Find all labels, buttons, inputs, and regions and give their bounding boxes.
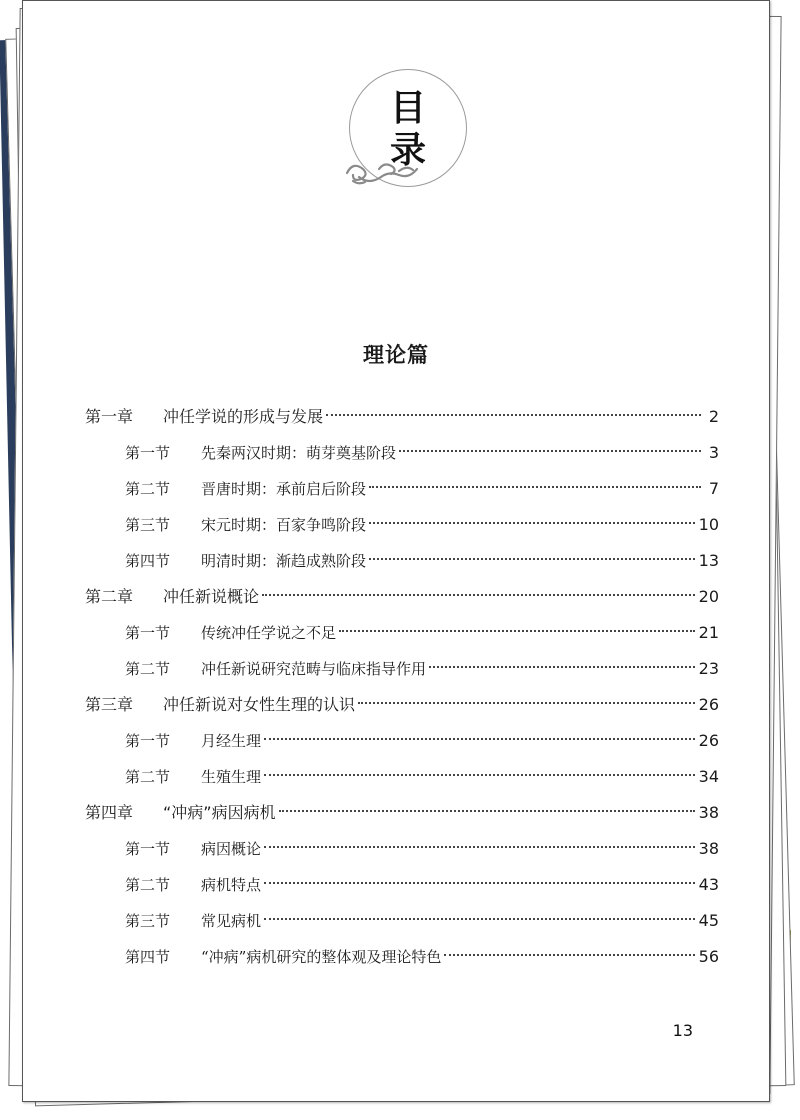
dot-leader xyxy=(279,810,695,812)
page-number: 13 xyxy=(672,1021,693,1040)
toc-entry-page: 34 xyxy=(698,767,719,786)
dot-leader xyxy=(369,558,695,560)
dot-leader xyxy=(429,666,695,668)
toc-entry-page: 38 xyxy=(698,803,719,822)
toc-chapter-entry[interactable] xyxy=(85,687,719,723)
toc-entry-number: 第四节 xyxy=(125,948,171,966)
dot-leader xyxy=(264,846,695,848)
dot-leader xyxy=(369,522,695,524)
toc-entry-number: 第一节 xyxy=(125,444,171,462)
toc-section-entry[interactable] xyxy=(85,543,719,579)
toc-section-entry[interactable] xyxy=(85,867,719,903)
toc-entry-number: 第四节 xyxy=(125,552,171,570)
toc-entry-number: 第三节 xyxy=(125,516,171,534)
toc-chapter-entry[interactable] xyxy=(85,579,719,615)
toc-entry-title: 宋元时期：百家争鸣阶段 xyxy=(201,516,367,534)
dot-leader xyxy=(262,594,695,596)
toc-entry-page: 38 xyxy=(698,839,719,858)
emblem-char-2: 录 xyxy=(389,129,426,171)
toc-entry-number: 第二节 xyxy=(125,480,171,498)
toc-entry-title: 生殖生理 xyxy=(201,768,262,786)
toc-section-entry[interactable] xyxy=(85,759,719,795)
toc-section-entry[interactable] xyxy=(85,939,719,975)
toc-entry-number: 第三章 xyxy=(85,695,134,714)
toc-entry-title: 先秦两汉时期：萌芽奠基阶段 xyxy=(201,444,397,462)
toc-entry-page: 13 xyxy=(698,551,719,570)
toc-entry-page: 26 xyxy=(698,695,719,714)
toc-entry-title: 传统冲任学说之不足 xyxy=(201,624,337,642)
toc-entry-title: 冲任新说概论 xyxy=(163,587,260,606)
dot-leader xyxy=(326,414,701,416)
toc-entry-title: 病因概论 xyxy=(201,840,262,858)
toc-entry-title: 明清时期：渐趋成熟阶段 xyxy=(201,552,367,570)
toc-section-entry[interactable] xyxy=(85,471,719,507)
table-of-contents xyxy=(85,399,719,975)
toc-entry-title: 冲任新说对女性生理的认识 xyxy=(163,695,356,714)
toc-entry-page: 26 xyxy=(698,731,719,750)
toc-entry-page: 45 xyxy=(698,911,719,930)
toc-entry-page: 56 xyxy=(698,947,719,966)
toc-entry-page: 21 xyxy=(698,623,719,642)
toc-section-entry[interactable] xyxy=(85,723,719,759)
toc-entry-title: 冲任新说研究范畴与临床指导作用 xyxy=(201,660,427,678)
toc-entry-number: 第二节 xyxy=(125,768,171,786)
toc-section-entry[interactable] xyxy=(85,615,719,651)
toc-entry-number: 第一节 xyxy=(125,624,171,642)
dot-leader xyxy=(399,450,701,452)
toc-entry-title: 晋唐时期：承前启后阶段 xyxy=(201,480,367,498)
toc-entry-page: 10 xyxy=(698,515,719,534)
toc-entry-page: 20 xyxy=(698,587,719,606)
toc-chapter-entry[interactable] xyxy=(85,795,719,831)
toc-entry-number: 第三节 xyxy=(125,912,171,930)
toc-section-entry[interactable] xyxy=(85,507,719,543)
toc-entry-number: 第一节 xyxy=(125,732,171,750)
toc-entry-title: 常见病机 xyxy=(201,912,262,930)
toc-entry-page: 23 xyxy=(698,659,719,678)
dot-leader xyxy=(264,882,695,884)
toc-section-entry[interactable] xyxy=(85,831,719,867)
toc-entry-number: 第四章 xyxy=(85,803,134,822)
toc-entry-title: 月经生理 xyxy=(201,732,262,750)
dot-leader xyxy=(444,954,694,956)
dot-leader xyxy=(264,918,695,920)
toc-page xyxy=(22,0,770,1102)
toc-entry-title: “冲病”病因病机 xyxy=(163,803,276,822)
dot-leader xyxy=(358,702,695,704)
dot-leader xyxy=(339,630,695,632)
toc-section-entry[interactable] xyxy=(85,903,719,939)
toc-entry-number: 第一节 xyxy=(125,840,171,858)
dot-leader xyxy=(369,486,701,488)
dot-leader xyxy=(264,738,695,740)
toc-entry-title: “冲病”病机研究的整体观及理论特色 xyxy=(201,948,442,966)
toc-entry-page: 43 xyxy=(698,875,719,894)
toc-entry-number: 第二章 xyxy=(85,587,134,606)
toc-section-entry[interactable] xyxy=(85,435,719,471)
emblem-char-1: 目 xyxy=(389,87,426,129)
toc-entry-title: 病机特点 xyxy=(201,876,262,894)
toc-entry-number: 第一章 xyxy=(85,407,134,426)
toc-section-entry[interactable] xyxy=(85,651,719,687)
part-title: 理论篇 xyxy=(363,343,429,367)
toc-entry-page: 2 xyxy=(708,407,719,426)
cloud-ornament-icon xyxy=(339,151,429,191)
toc-entry-page: 3 xyxy=(708,443,719,462)
toc-entry-title: 冲任学说的形成与发展 xyxy=(163,407,324,426)
toc-chapter-entry[interactable] xyxy=(85,399,719,435)
toc-entry-number: 第二节 xyxy=(125,660,171,678)
dot-leader xyxy=(264,774,695,776)
toc-entry-page: 7 xyxy=(708,479,719,498)
toc-entry-number: 第二节 xyxy=(125,876,171,894)
